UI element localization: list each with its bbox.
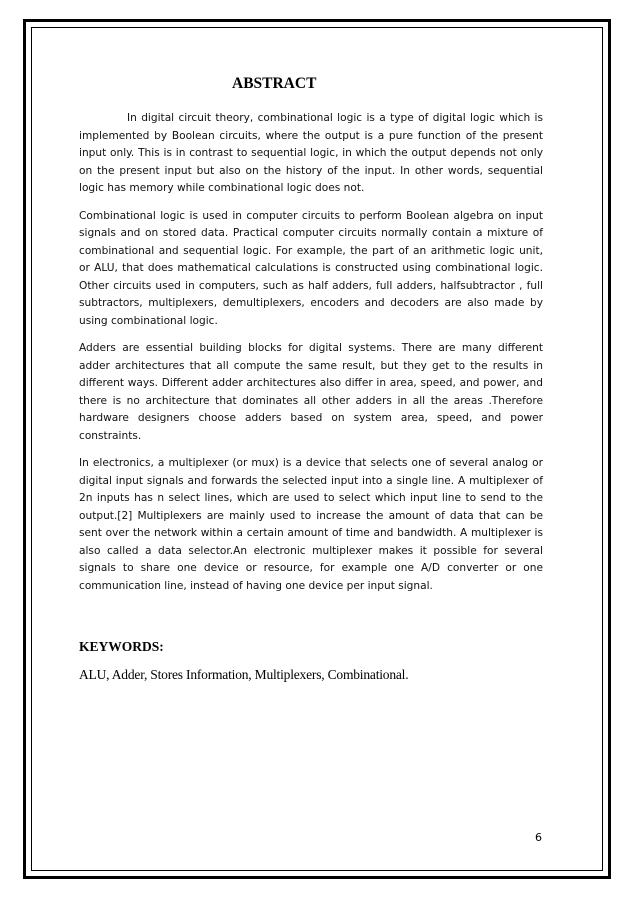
document-body [79, 72, 543, 685]
paragraph-3: Adders are essential building blocks for digital systems. There are many different adder architectures that all compute the same result, but they get to the results in different ways. Different adder architectures also differ in area, speed, and power, and there is no architecture that dominates all other adders in all the areas .Therefore hardware designers choose adders based on system area, speed, and power constraints. [79, 342, 543, 442]
paragraph-1: In digital circuit theory, combinational logic is a type of digital logic which is implemented by Boolean circuits, where the output is a pure function of the present input only. This is in contrast to sequential logic, in which the output depends not only on the present input but also on the history of the input. In other words, sequential logic has memory while combinational logic does not. [79, 112, 543, 194]
page-number: 6 [535, 831, 542, 844]
paragraph-2: Combinational logic is used in computer circuits to perform Boolean algebra on input signals and on stored data. Practical computer circuits normally contain a mixture of combinational and sequential logic. For example, the part of an arithmetic logic unit, or ALU, that does mathematical calculations is constructed using combinational logic. Other circuits used in computers, such as half adders, full adders, halfsubtractor , full subtractors, multiplexers, demultiplexers, encoders and decoders are also made by using combinational logic. [79, 209, 543, 327]
paragraph-4: In electronics, a multiplexer (or mux) is a device that selects one of several analog or digital input signals and forwards the selected input into a single line. A multiplexer of 2n inputs has n select lines, which are used to select which input line to send to the output.[2] Multiplexers are mainly used to increase the amount of data that can be sent over the network within a certain amount of time and bandwidth. A multiplexer is also called a data selector.An electronic multiplexer makes it possible for several signals to share one device or resource, for example one A/D converter or one communication line, instead of having one device per input signal. [79, 457, 543, 592]
keywords-list: ALU, Adder, Stores Information, Multiplexers, Combinational. [79, 667, 409, 682]
keywords-heading: KEYWORDS: [79, 639, 164, 654]
abstract-title: ABSTRACT [232, 75, 317, 92]
